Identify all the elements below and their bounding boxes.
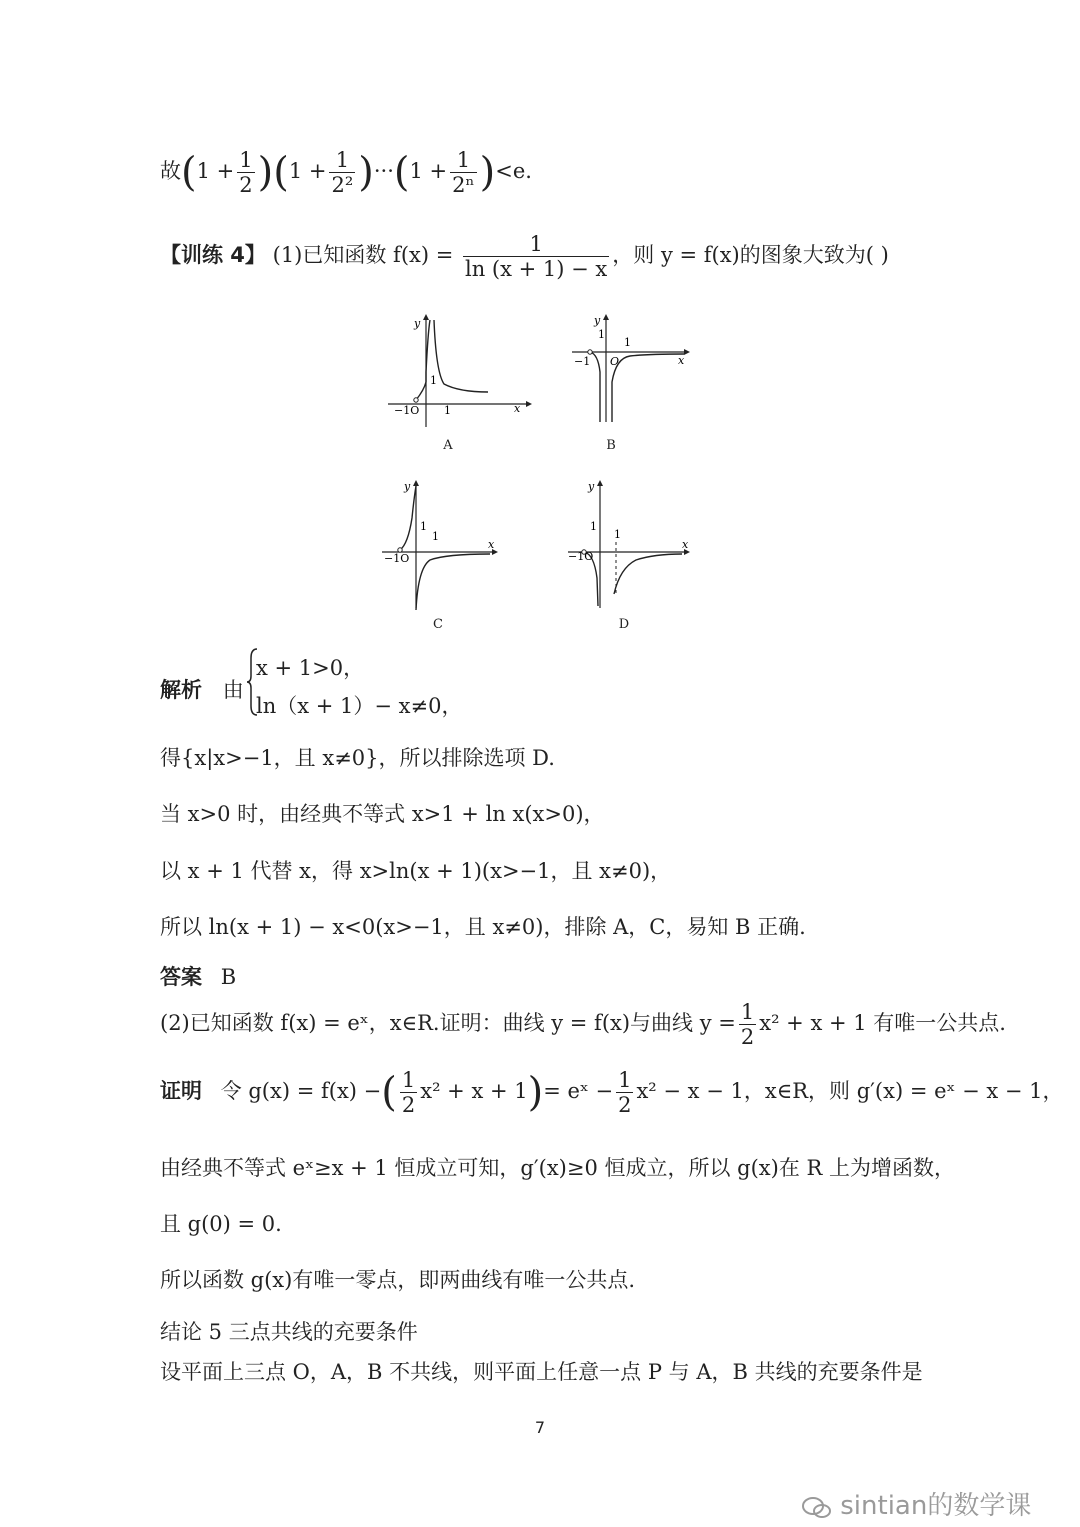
answer <box>160 961 236 991</box>
tick-y-1: 1 <box>590 520 597 533</box>
caption-a: A <box>443 438 453 453</box>
proof-line-4: 所以函数 g(x)有唯一零点，即两曲线有唯一公共点. <box>160 1268 636 1292</box>
graph-b-svg <box>568 312 698 432</box>
y-label: y <box>414 317 421 330</box>
tick-y-1: 1 <box>430 374 437 387</box>
open-point <box>414 398 418 402</box>
y-axis-arrow <box>603 314 609 320</box>
tick-x-1: 1 <box>432 530 439 543</box>
y-axis-arrow <box>423 314 429 320</box>
graph-d-svg <box>564 478 700 614</box>
half-fraction: $\frac{1}{2}$ <box>618 1068 632 1118</box>
y-axis-arrow <box>413 480 419 486</box>
graph-c <box>378 478 508 614</box>
x-axis-arrow <box>526 401 532 407</box>
tick-x-1: 1 <box>624 336 631 349</box>
minus-one-label: −1 <box>574 355 591 368</box>
watermark: sintian的数学课 <box>802 1485 1031 1522</box>
tick-y-1: 1 <box>598 328 605 341</box>
curve-left <box>590 352 600 422</box>
wechat-icon <box>802 1496 832 1518</box>
function-fraction: $\frac{1}{\ln (x + 1) - x}$ <box>465 232 608 282</box>
analysis-line-3: 以 x + 1 代替 x，得 x>ln(x + 1)(x>−1，且 x≠0)， <box>160 859 672 883</box>
tick-x-1: 1 <box>614 528 621 541</box>
answer-value: B <box>220 965 237 989</box>
page-number: 7 <box>534 1418 546 1437</box>
analysis-tag: 解析 <box>160 678 202 702</box>
fraction: $\frac{1}{2}$ <box>239 148 253 198</box>
caption-d: D <box>618 617 630 632</box>
proof-line-3: 且 g(0) = 0. <box>160 1212 282 1236</box>
exercise-tag: 【训练 4】 <box>160 243 266 268</box>
x-label: x <box>678 354 685 367</box>
y-label: y <box>404 480 411 493</box>
conclusion-title: 结论 5 三点共线的充要条件 <box>160 1320 418 1344</box>
origin-label: O <box>610 355 620 368</box>
fraction: $\frac{1}{\text{2ⁿ}}$ <box>452 148 475 198</box>
x-label: x <box>488 538 495 551</box>
curve-right <box>416 554 490 610</box>
origin-label: −1O <box>568 550 594 563</box>
graph-c-svg <box>378 478 508 614</box>
analysis-line-4: 所以 ln(x + 1) − x<0(x>−1，且 x≠0)，排除 A，C，易知 B 正确. <box>160 915 806 939</box>
curve-right <box>612 354 684 422</box>
graph-b <box>568 312 698 432</box>
condition-2: ln（x + 1）− x≠0， <box>256 694 463 718</box>
curve-right <box>614 554 682 594</box>
caption-b: B <box>606 438 616 453</box>
curve-right <box>434 320 488 392</box>
graph-a <box>384 312 534 432</box>
analysis-heading: 解析 由 <box>160 678 244 702</box>
origin-label: −1O <box>384 552 410 565</box>
half-fraction: $\frac{1}{2}$ <box>740 1000 755 1050</box>
half-fraction: $\frac{1}{2}$ <box>401 1068 416 1118</box>
conclusion-text: 设平面上三点 O，A，B 不共线，则平面上任意一点 P 与 A，B 共线的充要条件是 <box>160 1360 923 1384</box>
proof-line-2: 由经典不等式 eˣ≥x + 1 恒成立可知，g′(x)≥0 恒成立，所以 g(x)在 R 上为增函数， <box>160 1156 956 1180</box>
analysis-line-2: 当 x>0 时，由经典不等式 x>1 + ln x(x>0)， <box>160 802 605 826</box>
y-label: y <box>594 314 601 327</box>
x-axis-arrow <box>684 349 690 355</box>
graph-a-svg <box>384 312 534 432</box>
exercise-4-question: 【训练 4】 (1)已知函数 f(x) = $\frac{1}{\ln (x + 1) - x}$ ，则 y = f(x)的图象大致为( ) <box>160 232 889 282</box>
y-axis-arrow <box>597 480 603 486</box>
y-label: y <box>588 480 595 493</box>
curve-left <box>416 320 430 400</box>
hence-label: 故 <box>160 159 181 184</box>
x-label: x <box>682 538 689 551</box>
tick-y-1: 1 <box>420 520 427 533</box>
graph-d <box>564 478 700 614</box>
x-label: x <box>514 402 521 415</box>
product-inequality: 故(1 + $\frac{1}{2}$ )(1 + $\frac{1}{\text{2²}}$ )···(1 + $\frac{1}{\text{2ⁿ}}$ )<e. <box>160 148 532 198</box>
analysis-line-1: 得{x|x>−1，且 x≠0}，所以排除选项 D. <box>160 746 555 770</box>
tick-x-1: 1 <box>444 404 451 417</box>
part-2-question: (2)已知函数 f(x) = eˣ，x∈R.证明：曲线 y = f(x)与曲线 y = $\frac{1}{2}$ x² + x + 1 有唯一公共点. <box>160 1000 1006 1050</box>
condition-1: x + 1>0， <box>256 656 365 680</box>
open-point <box>588 350 592 354</box>
fraction: $\frac{1}{\text{2²}}$ <box>331 148 354 198</box>
answer-tag: 答案 <box>160 965 202 989</box>
proof-line: 证明 令 g(x) = f(x) −( $\frac{1}{2}$ x² + x + 1)= eˣ − $\frac{1}{2}$ x² − x − 1，x∈R，则 g′(x) = eˣ − x − 1， <box>160 1068 1064 1118</box>
curve-left <box>400 486 416 550</box>
origin-label: −1O <box>394 404 420 417</box>
proof-tag: 证明 <box>160 1079 202 1104</box>
caption-c: C <box>433 617 443 632</box>
